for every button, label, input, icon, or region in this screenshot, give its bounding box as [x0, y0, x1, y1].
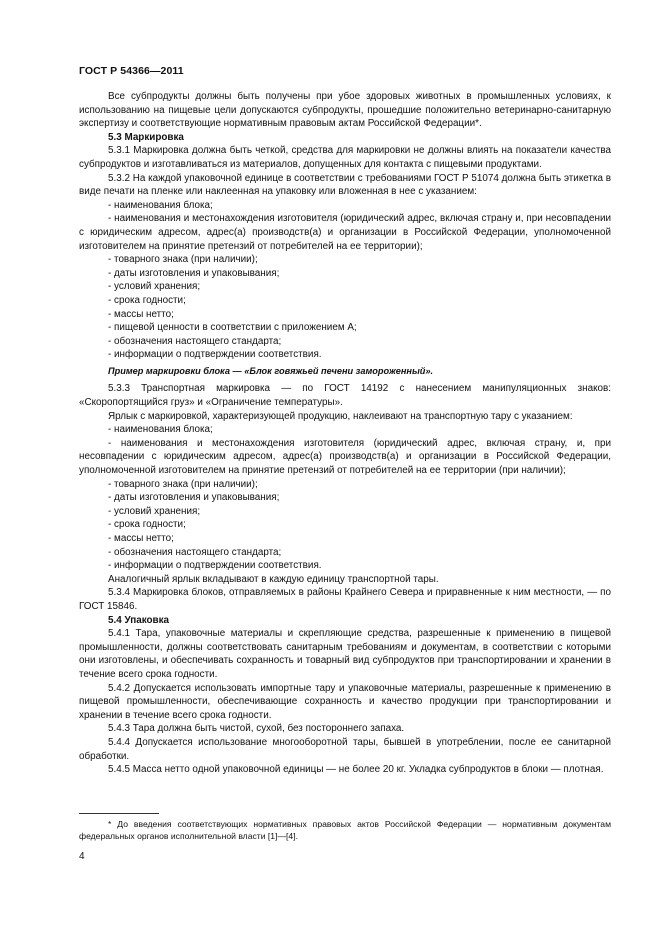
paragraph: - срока годности; [108, 519, 186, 531]
paragraph: 5.4.3 Тара должна быть чистой, сухой, без постороннего запаха. [108, 723, 405, 735]
paragraph: Аналогичный ярлык вкладывают в каждую единицу транспортной тары. [108, 573, 439, 585]
paragraph: - наименования блока; [108, 424, 213, 436]
footnote: * До введения соответствующих нормативных правовых актов Российской Федерации — нормативным документам федеральных органов исполнительной власти [1]—[4]. [79, 819, 611, 841]
paragraph: 5.4.4 Допускается использование многооборотной тары, бывшей в употреблении, после ее санитарной обработки. [79, 736, 611, 762]
paragraph: - массы нетто; [108, 533, 174, 544]
paragraph: - наименования и местонахождения изготовителя (юридический адрес, включая страну и, при несовпадении с юридическим адресом, адрес(а) производств(а) и организации в Российской Федерации, уполномоченной изготовителем на принятие претензий от потребителей на ее территории); [79, 213, 611, 252]
paragraph: - пищевой ценности в соответствии с приложением А; [108, 322, 357, 334]
paragraph: 5.4.5 Масса нетто одной упаковочной единицы — не более 20 кг. Укладка субпродуктов в блоки — плотная. [108, 764, 604, 776]
paragraph: - срока годности; [108, 294, 186, 306]
paragraph: - обозначения настоящего стандарта; [108, 335, 282, 347]
paragraph: - обозначения настоящего стандарта; [108, 546, 282, 558]
paragraph: - даты изготовления и упаковывания; [108, 267, 280, 279]
paragraph: - наименования блока; [108, 199, 213, 211]
paragraph: - массы нетто; [108, 308, 174, 320]
section-heading: 5.3 Маркировка [108, 131, 184, 143]
paragraph: 5.3.3 Транспортная маркировка — по ГОСТ 14192 с нанесением манипуляционных знаков: «Скоропортящийся груз» и «Ограничение температуры». [79, 383, 611, 409]
paragraph: 5.3.2 На каждой упаковочной единице в соответствии с требованиями ГОСТ Р 51074 должна быть этикетка в виде печати на пленке или наклеенная на упаковку или вложенная в нее с указанием: [79, 172, 611, 198]
section-heading: 5.4 Упаковка [108, 614, 170, 626]
paragraph: 5.4.2 Допускается использовать импортные тару и упаковочные материалы, разрешенные к применению в пищевой промышленности, обеспечивающие сохранность и качество продукции при транспортировании и хранении в течение всего срока годности. [79, 682, 611, 721]
footnote-divider [79, 813, 159, 814]
paragraph: 5.4.1 Тара, упаковочные материалы и скрепляющие средства, разрешенные к применению в пищевой промышленности, должны соответствовать санитарным требованиям и документам, в соответствии с которыми они изготовлены, и обеспечивать сохранность и товарный вид субпродуктов при транспортировании и хранении в течение всего срока годности. [79, 628, 611, 680]
example-text: Пример маркировки блока — «Блок говяжьей печени замороженный». [108, 365, 434, 376]
paragraph: Все субпродукты должны быть получены при убое здоровых животных в промышленных условиях, к использованию на пищевые цели допускаются субпродукты, прошедшие положительно ветеринарно-санитарную экспертизу и соответствующие нормативным правовым актам Российской Федерации*. [79, 91, 611, 130]
paragraph: - информации о подтверждении соответствия. [108, 349, 322, 361]
paragraph: - товарного знака (при наличии); [108, 478, 258, 490]
document-header: ГОСТ Р 54366—2011 [79, 65, 184, 77]
paragraph: - наименования и местонахождения изготовителя (юридический адрес, включая страну, и, при несовпадении с юридическим адресом, адрес(а) производств(а) и организации в Российской Федерации, уполномоченной изготовителем на принятие претензий от потребителей на ее территории (при наличии); [79, 437, 611, 477]
paragraph: - даты изготовления и упаковывания; [108, 492, 280, 504]
paragraph: 5.3.1 Маркировка должна быть четкой, средства для маркировки не должны влиять на показатели качества субпродуктов и изготавливаться из материалов, допущенных для контакта с пищевыми продуктами. [79, 145, 611, 170]
paragraph: - условий хранения; [108, 281, 201, 293]
document-body [79, 90, 611, 777]
page-number: 4 [79, 851, 85, 862]
paragraph: - условий хранения; [108, 505, 201, 517]
paragraph: - товарного знака (при наличии); [108, 254, 258, 266]
paragraph: - информации о подтверждении соответствия. [108, 560, 322, 572]
paragraph: Ярлык с маркировкой, характеризующей продукцию, наклеивают на транспортную тару с указанием: [108, 410, 573, 422]
paragraph: 5.3.4 Маркировка блоков, отправляемых в районы Крайнего Севера и приравненные к ним местности, — по ГОСТ 15846. [79, 587, 611, 612]
